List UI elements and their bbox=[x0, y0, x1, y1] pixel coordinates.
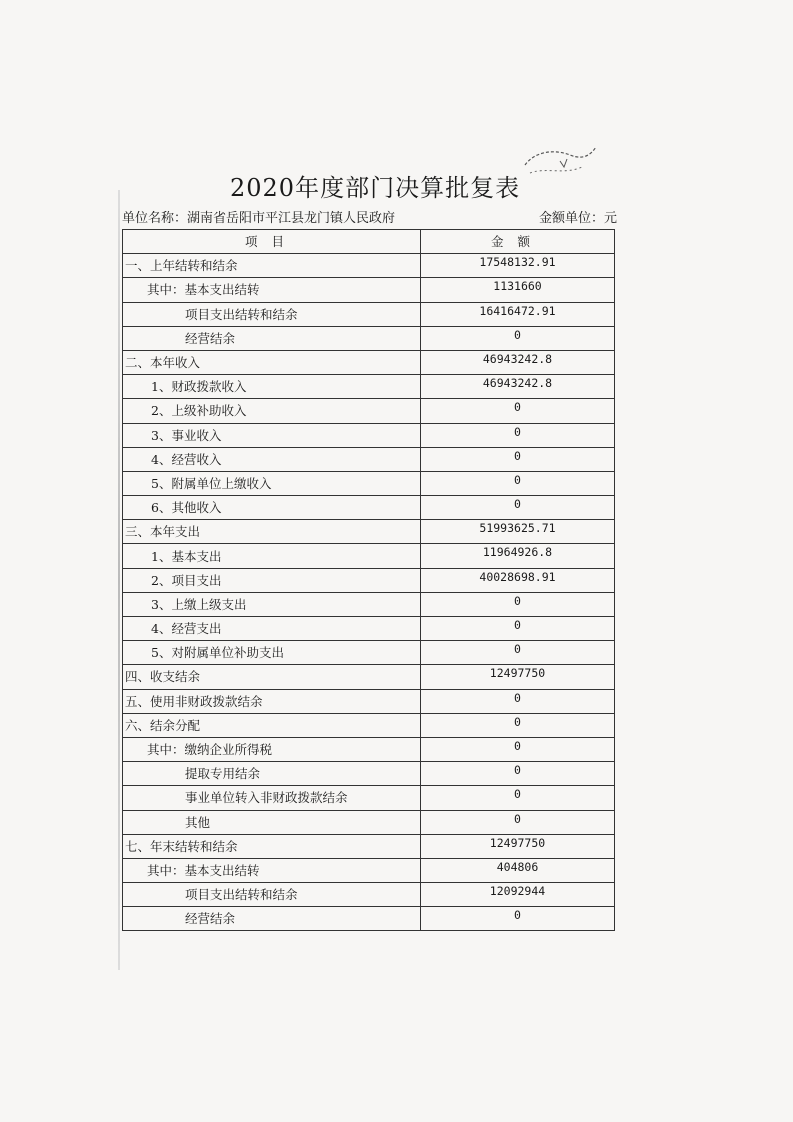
table-row bbox=[123, 834, 615, 858]
row-label: 其中：基本支出结转 bbox=[123, 278, 421, 302]
row-label: 其中：基本支出结转 bbox=[123, 858, 421, 882]
row-amount: 0 bbox=[421, 810, 615, 834]
row-label: 五、使用非财政拨款结余 bbox=[123, 689, 421, 713]
table-row bbox=[123, 278, 615, 302]
row-label: 六、结余分配 bbox=[123, 713, 421, 737]
row-label: 3、上缴上级支出 bbox=[123, 592, 421, 616]
table-row bbox=[123, 568, 615, 592]
row-label: 提取专用结余 bbox=[123, 762, 421, 786]
budget-table bbox=[122, 229, 615, 931]
row-label: 四、收支结余 bbox=[123, 665, 421, 689]
table-row bbox=[123, 447, 615, 471]
row-label: 七、年末结转和结余 bbox=[123, 834, 421, 858]
row-label: 5、附属单位上缴收入 bbox=[123, 471, 421, 495]
row-amount: 16416472.91 bbox=[421, 302, 615, 326]
row-label: 4、经营支出 bbox=[123, 617, 421, 641]
row-label: 3、事业收入 bbox=[123, 423, 421, 447]
table-row bbox=[123, 883, 615, 907]
row-label: 三、本年支出 bbox=[123, 520, 421, 544]
table-row bbox=[123, 520, 615, 544]
row-amount: 12497750 bbox=[421, 665, 615, 689]
row-amount: 12092944 bbox=[421, 883, 615, 907]
unit-name: 单位名称：湖南省岳阳市平江县龙门镇人民政府 bbox=[122, 211, 396, 226]
unit-info-line bbox=[122, 207, 617, 227]
row-label: 项目支出结转和结余 bbox=[123, 302, 421, 326]
row-amount: 0 bbox=[421, 641, 615, 665]
table-row bbox=[123, 786, 615, 810]
table-row bbox=[123, 496, 615, 520]
row-amount: 0 bbox=[421, 786, 615, 810]
row-amount: 0 bbox=[421, 447, 615, 471]
table-row bbox=[123, 713, 615, 737]
table-row bbox=[123, 399, 615, 423]
row-amount: 0 bbox=[421, 762, 615, 786]
row-amount: 51993625.71 bbox=[421, 520, 615, 544]
row-amount: 0 bbox=[421, 326, 615, 350]
table-row bbox=[123, 907, 615, 931]
table-row bbox=[123, 375, 615, 399]
row-amount: 0 bbox=[421, 592, 615, 616]
row-label: 二、本年收入 bbox=[123, 350, 421, 374]
row-amount: 0 bbox=[421, 713, 615, 737]
currency-unit: 金额单位：元 bbox=[538, 211, 617, 226]
row-label: 经营结余 bbox=[123, 326, 421, 350]
row-label: 5、对附属单位补助支出 bbox=[123, 641, 421, 665]
row-label: 经营结余 bbox=[123, 907, 421, 931]
row-label: 2、上级补助收入 bbox=[123, 399, 421, 423]
row-amount: 40028698.91 bbox=[421, 568, 615, 592]
table-row bbox=[123, 737, 615, 761]
scan-edge bbox=[118, 190, 120, 970]
row-amount: 12497750 bbox=[421, 834, 615, 858]
row-amount: 0 bbox=[421, 496, 615, 520]
row-amount: 0 bbox=[421, 617, 615, 641]
row-amount: 17548132.91 bbox=[421, 254, 615, 278]
row-label: 6、其他收入 bbox=[123, 496, 421, 520]
table-header-row bbox=[123, 230, 615, 254]
row-label: 项目支出结转和结余 bbox=[123, 883, 421, 907]
table-row bbox=[123, 665, 615, 689]
row-label: 其他 bbox=[123, 810, 421, 834]
handwritten-mark bbox=[520, 143, 600, 183]
row-amount: 0 bbox=[421, 471, 615, 495]
row-label: 事业单位转入非财政拨款结余 bbox=[123, 786, 421, 810]
table-row bbox=[123, 617, 615, 641]
row-label: 2、项目支出 bbox=[123, 568, 421, 592]
table-row bbox=[123, 350, 615, 374]
header-amount: 金额 bbox=[421, 230, 615, 254]
table-row bbox=[123, 302, 615, 326]
table-row bbox=[123, 423, 615, 447]
row-label: 其中：缴纳企业所得税 bbox=[123, 737, 421, 761]
table-row bbox=[123, 858, 615, 882]
row-label: 1、基本支出 bbox=[123, 544, 421, 568]
row-amount: 0 bbox=[421, 737, 615, 761]
row-amount: 0 bbox=[421, 423, 615, 447]
table-row bbox=[123, 810, 615, 834]
table-row bbox=[123, 762, 615, 786]
row-amount: 0 bbox=[421, 907, 615, 931]
row-amount: 1131660 bbox=[421, 278, 615, 302]
row-label: 1、财政拨款收入 bbox=[123, 375, 421, 399]
table-row bbox=[123, 326, 615, 350]
row-amount: 0 bbox=[421, 689, 615, 713]
row-amount: 46943242.8 bbox=[421, 350, 615, 374]
row-amount: 46943242.8 bbox=[421, 375, 615, 399]
row-amount: 0 bbox=[421, 399, 615, 423]
table-row bbox=[123, 471, 615, 495]
row-amount: 404806 bbox=[421, 858, 615, 882]
row-label: 一、上年结转和结余 bbox=[123, 254, 421, 278]
row-amount: 11964926.8 bbox=[421, 544, 615, 568]
table-row bbox=[123, 592, 615, 616]
row-label: 4、经营收入 bbox=[123, 447, 421, 471]
table-row bbox=[123, 544, 615, 568]
header-item: 项目 bbox=[123, 230, 421, 254]
document-title: 2020年度部门决算批复表 bbox=[230, 174, 521, 202]
table-row bbox=[123, 641, 615, 665]
table-row bbox=[123, 254, 615, 278]
table-row bbox=[123, 689, 615, 713]
